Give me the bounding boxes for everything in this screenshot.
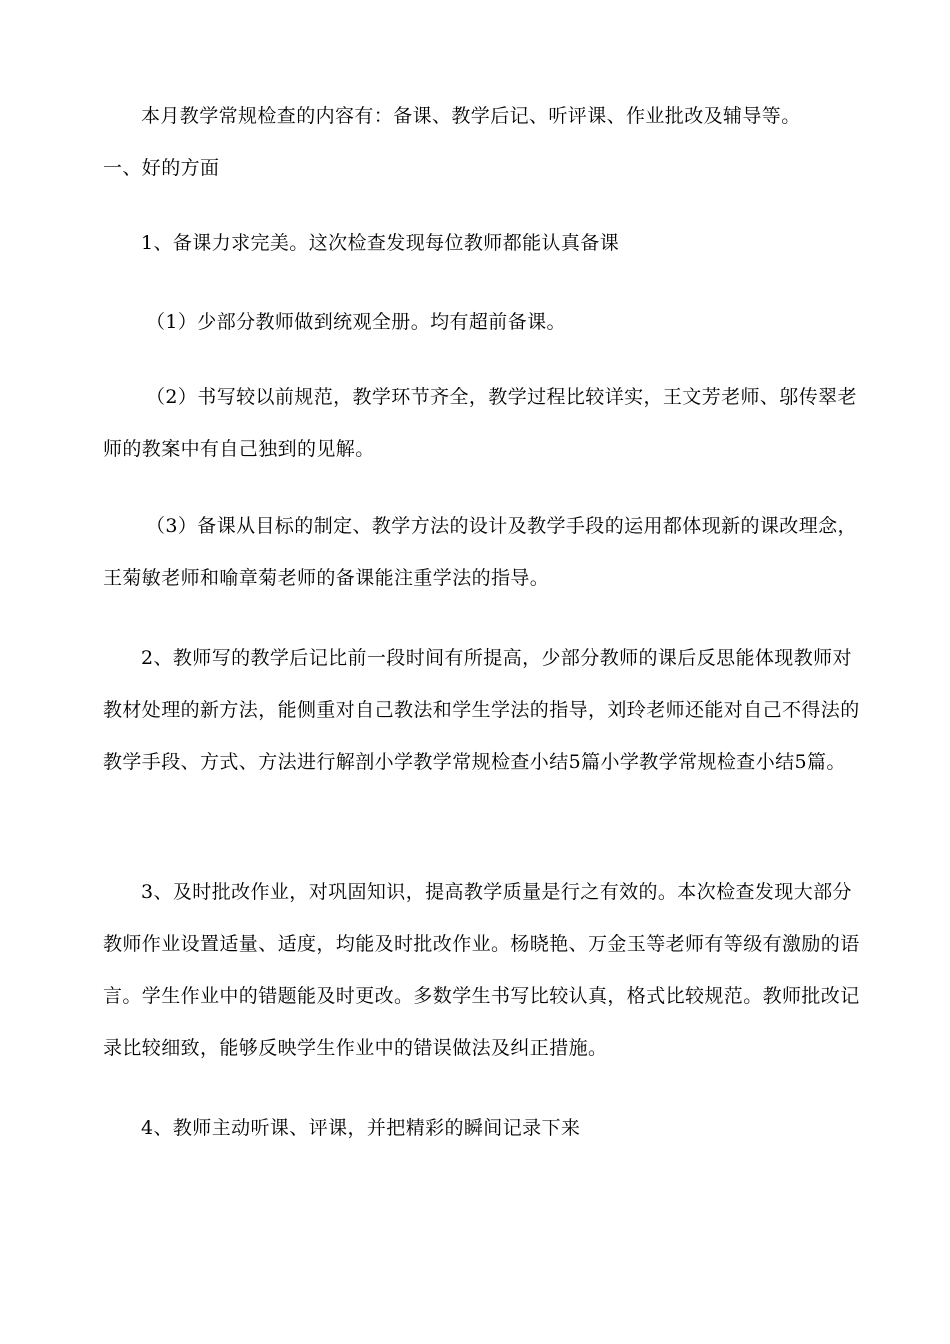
item-3-paragraph: 3、及时批改作业，对巩固知识，提高教学质量是行之有效的。本次检查发现大部分教师作业设置适量、适度，均能及时批改作业。杨晓艳、万金玉等老师有等级有激励的语言。学生作业中的错题能及时更改。多数学生书写比较认真，格式比较规范。教师批改记录比较细致，能够反映学生作业中的错误做法及纠正措施。 bbox=[103, 881, 860, 1059]
item-4-paragraph: 4、教师主动听课、评课，并把精彩的瞬间记录下来 bbox=[141, 1117, 581, 1139]
item-1-paragraph: 1、备课力求完美。这次检查发现每位教师都能认真备课 bbox=[141, 232, 620, 254]
item-2-paragraph: 2、教师写的教学后记比前一段时间有所提高，少部分教师的课后反思能体现教师对教材处理的新方法，能侧重对自己教法和学生学法的指导，刘玲老师还能对自己不得法的教学手段、方式、方法进行解剖小学教学常规检查小结5篇小学教学常规检查小结5篇。 bbox=[103, 647, 860, 773]
item-1-sub-1-paragraph: （1）少部分教师做到统观全册。均有超前备课。 bbox=[146, 311, 566, 333]
intro-paragraph: 本月教学常规检查的内容有：备课、教学后记、听评课、作业批改及辅导等。 bbox=[141, 105, 801, 127]
item-1-sub-3-paragraph: （3）备课从目标的制定、教学方法的设计及教学手段的运用都体现新的课改理念，王菊敏老师和喻章菊老师的备课能注重学法的指导。 bbox=[103, 515, 857, 589]
section-heading: 一、好的方面 bbox=[103, 157, 220, 179]
item-1-sub-2-paragraph: （2）书写较以前规范，教学环节齐全，教学过程比较详实，王文芳老师、邬传翠老师的教案中有自己独到的见解。 bbox=[103, 386, 857, 460]
